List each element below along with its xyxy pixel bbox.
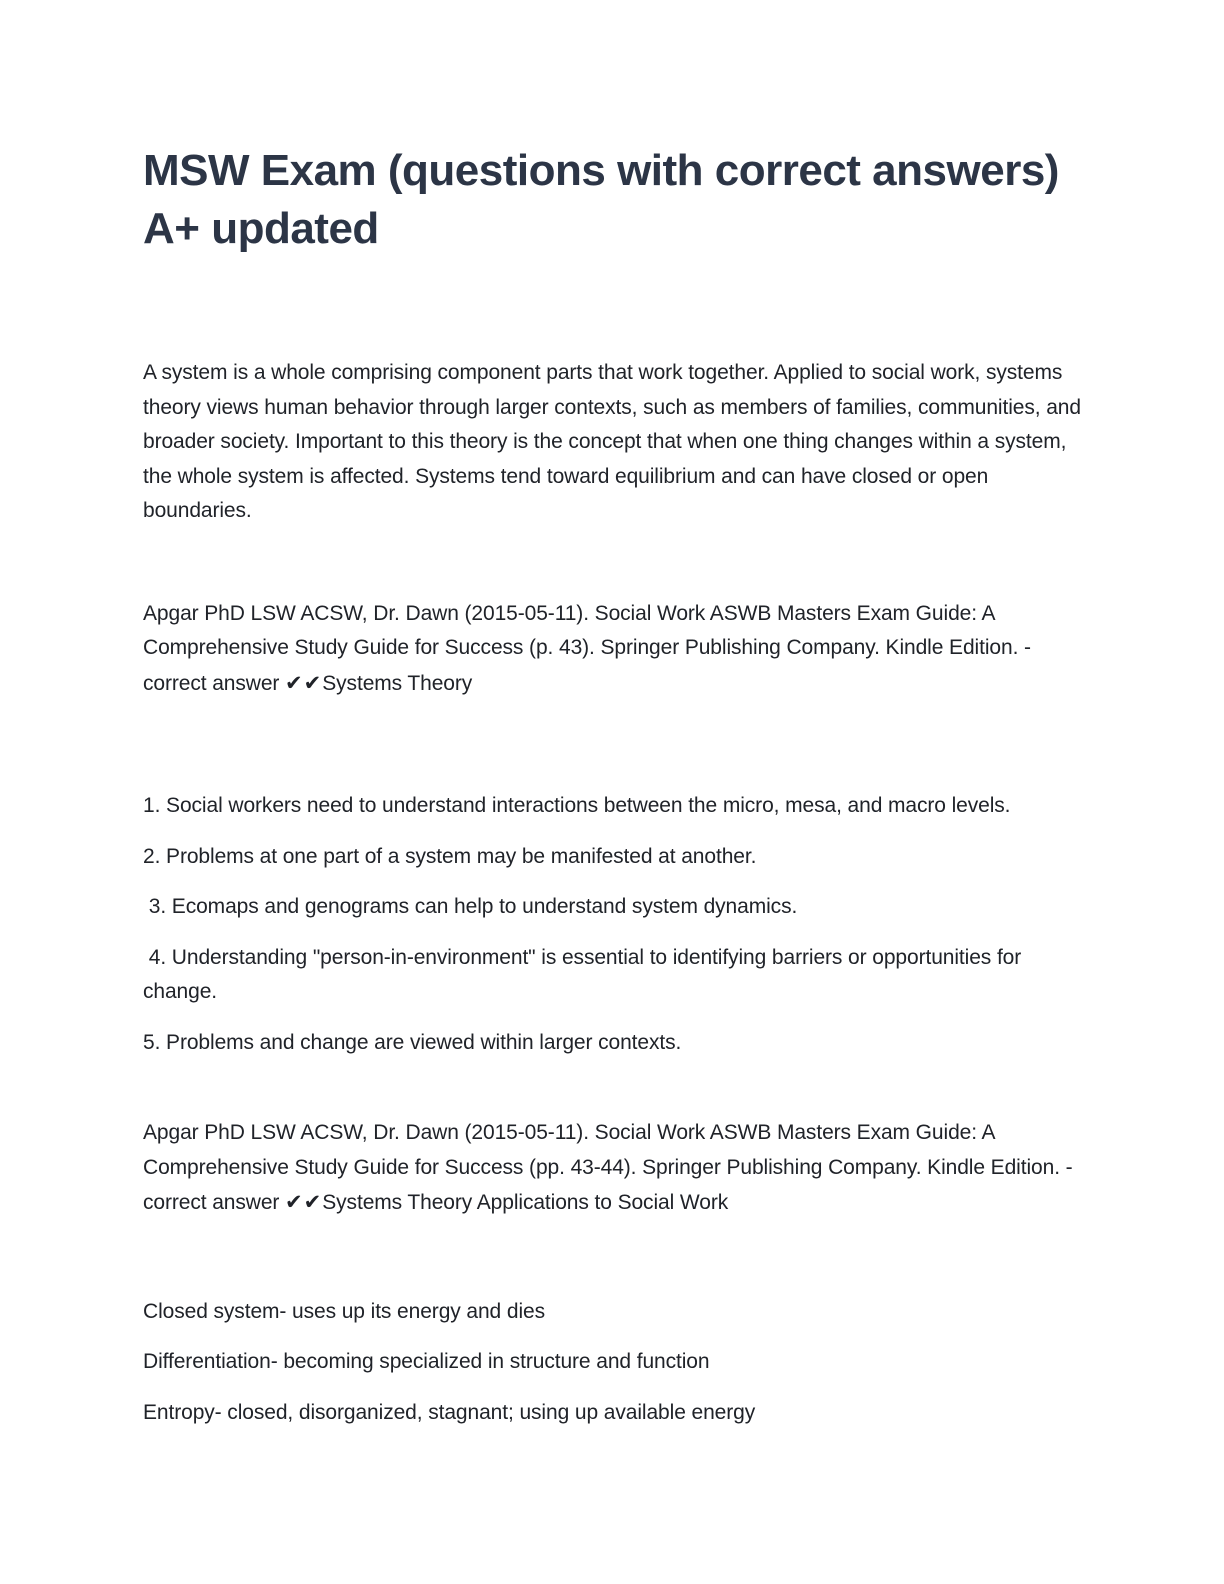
citation-text: Apgar PhD LSW ACSW, Dr. Dawn (2015-05-11). Social Work ASWB Masters Exam Guide: A Comprehensive Study Guide for Success (pp. 43-44). Springer Publishing Company. Kindle Edition. - correct answer [143, 1121, 1079, 1214]
definitions-list [143, 1295, 1081, 1431]
numbered-point: 4. Understanding "person-in-environment" is essential to identifying barriers or opportunities for change. [143, 945, 1027, 1003]
intro-paragraph: A system is a whole comprising component parts that work together. Applied to social work, systems theory views human behavior through larger contexts, such as members of families, communities, and broader society. Important to this theory is the concept that when one thing changes within a system, the whole system is affected. Systems tend toward equilibrium and can have closed or open boundaries. [143, 361, 1087, 522]
definition-line: Differentiation- becoming specialized in structure and function [143, 1350, 710, 1373]
citation-text: Apgar PhD LSW ACSW, Dr. Dawn (2015-05-11). Social Work ASWB Masters Exam Guide: A Comprehensive Study Guide for Success (p. 43). Springer Publishing Company. Kindle Edition. - correct answer [143, 601, 1037, 695]
numbered-point: 5. Problems and change are viewed within larger contexts. [143, 1030, 682, 1054]
qa-block [143, 1116, 1081, 1221]
numbered-point: 3. Ecomaps and genograms can help to understand system dynamics. [143, 895, 798, 918]
correct-answer-text: Systems Theory Applications to Social Work [322, 1191, 729, 1214]
numbered-point: 1. Social workers need to understand interactions between the micro, mesa, and macro levels. [143, 794, 1011, 817]
definition-line: Entropy- closed, disorganized, stagnant; using up available energy [143, 1400, 756, 1424]
qa-block [143, 597, 1081, 702]
double-checkmark-icon: ✔✔ [285, 670, 323, 695]
numbered-point: 2. Problems at one part of a system may be manifested at another. [143, 844, 757, 868]
double-checkmark-icon: ✔✔ [285, 1190, 323, 1214]
definition-line: Closed system- uses up its energy and dies [143, 1299, 545, 1323]
numbered-points-list [143, 789, 1081, 1060]
correct-answer-text: Systems Theory [322, 671, 473, 695]
page-title: MSW Exam (questions with correct answers) A+ updated [143, 146, 1059, 253]
